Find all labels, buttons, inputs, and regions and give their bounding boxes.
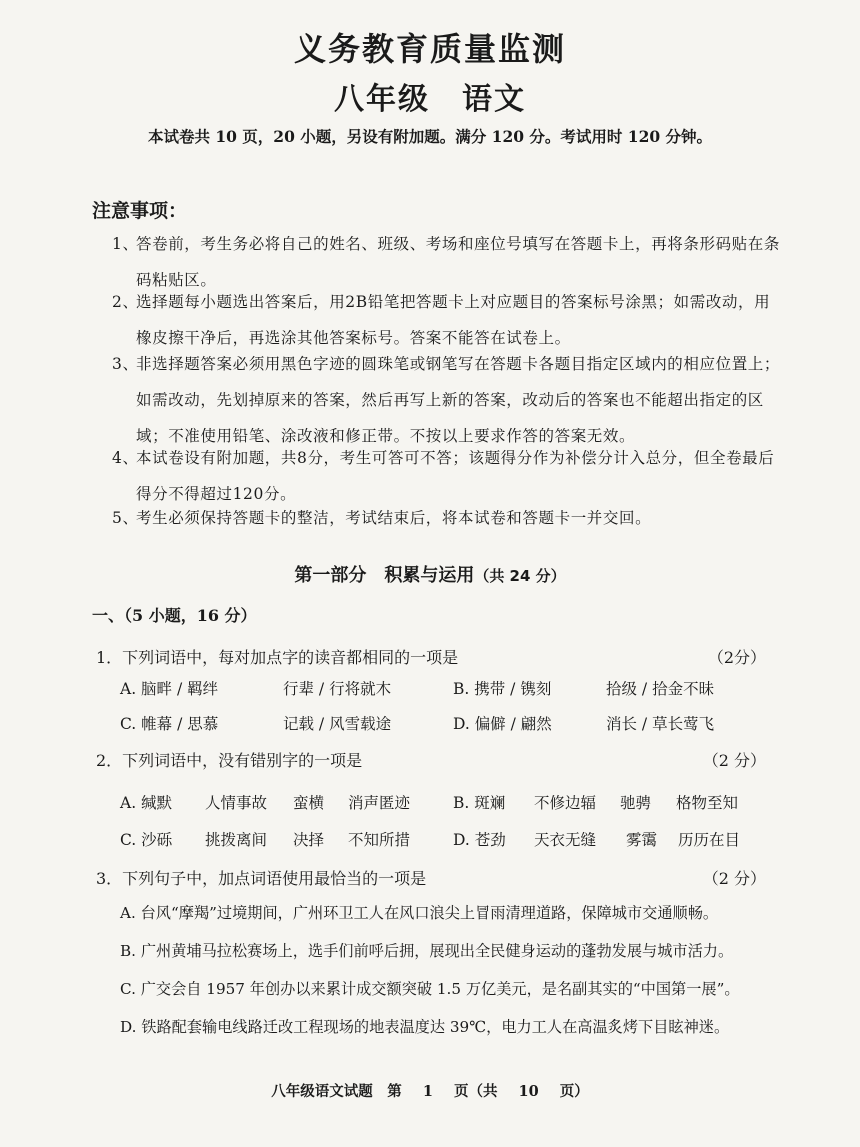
option-b-word: 不修边辐 <box>534 794 597 812</box>
option-c-word: 决择 <box>293 831 325 849</box>
page-footer: 八年级语文试题 第 1 页（共 10 页） <box>271 1083 589 1100</box>
option-a-word: A. 缄默 <box>120 794 173 812</box>
part-title: 第一部分 积累与运用 <box>294 565 475 586</box>
part-score: （共 24 分） <box>474 567 566 585</box>
option-a1: A. 脑畔 / 羁绊 <box>120 680 219 698</box>
part-heading <box>0 561 860 587</box>
option-d2: 消长 / 草长莺飞 <box>606 715 715 733</box>
option-c-word: C. 沙砾 <box>120 831 173 849</box>
option-c-word: 不知所措 <box>348 831 411 849</box>
notice-text: 考生必须保持答题卡的整洁，考试结束后，将本试卷和答题卡一并交回。 <box>136 509 652 527</box>
notice-item <box>112 346 786 454</box>
option-b-word: 驰骋 <box>620 794 652 812</box>
section-heading: 一、（5 小题，16 分） <box>92 606 257 625</box>
option-a-sentence: A. 台风“摩羯”过境期间，广州环卫工人在风口浪尖上冒雨清理道路，保障城市交通顺畅。 <box>120 904 719 922</box>
grade-subject: 八年级 语文 <box>334 82 526 117</box>
option-c-word: 挑拨离间 <box>205 831 268 849</box>
notice-text: 选择题每小题选出答案后，用2B铅笔把答题卡上对应题目的答案标号涂黑；如需改动，用橡皮擦干净后，再选涂其他答案标号。答案不能答在试卷上。 <box>136 293 771 347</box>
question-stem: 3．下列句子中，加点词语使用最恰当的一项是 <box>96 869 427 888</box>
notice-num: 4、 <box>112 449 139 467</box>
notice-num: 3、 <box>112 355 139 373</box>
notice-item <box>112 500 786 536</box>
option-b-word: 格物至知 <box>676 794 739 812</box>
option-d-word: D. 苍劲 <box>453 831 506 849</box>
exam-title: 义务教育质量监测 <box>293 30 566 68</box>
option-a-word: 人情事故 <box>205 794 268 812</box>
option-c2: 记载 / 风雪载途 <box>283 715 392 733</box>
option-b1: B. 携带 / 镌刻 <box>453 680 552 698</box>
question-stem: 2．下列词语中，没有错别字的一项是 <box>96 751 363 770</box>
notice-heading: 注意事项： <box>92 200 188 222</box>
notice-text: 答卷前，考生务必将自己的姓名、班级、考场和座位号填写在答题卡上，再将条形码贴在条码粘贴区。 <box>136 235 781 289</box>
notice-text: 非选择题答案必须用黑色字迹的圆珠笔或钢笔写在答题卡各题目指定区域内的相应位置上；如需改动，先划掉原来的答案，然后再写上新的答案，改动后的答案也不能超出指定的区域；不准使用铅笔、涂改液和修正带。不按以上要求作答的答案无效。 <box>136 355 781 445</box>
question-stem: 1．下列词语中，每对加点字的读音都相同的一项是 <box>96 648 459 667</box>
option-b2: 拾级 / 拾金不昧 <box>606 680 715 698</box>
option-d-word: 天衣无缝 <box>534 831 597 849</box>
question-score: （2 分） <box>702 869 766 888</box>
option-a-word: 消声匿迹 <box>348 794 411 812</box>
option-b-word: B. 斑斓 <box>453 794 506 812</box>
notice-num: 1、 <box>112 235 139 253</box>
exam-info: 本试卷共 10 页，20 小题，另设有附加题。满分 120 分。考试用时 120 分钟。 <box>147 127 713 146</box>
option-d-word: 历历在目 <box>678 831 741 849</box>
question-score: （2 分） <box>702 751 766 770</box>
option-b-sentence: B. 广州黄埔马拉松赛场上，选手们前呼后拥，展现出全民健身运动的蓬勃发展与城市活力。 <box>120 942 734 960</box>
option-d-sentence: D. 铁路配套输电线路迁改工程现场的地表温度达 39℃，电力工人在高温炙烤下目眩神迷。 <box>120 1018 730 1036</box>
option-a2: 行辈 / 行将就木 <box>283 680 392 698</box>
notice-text: 本试卷设有附加题，共8分，考生可答可不答；该题得分作为补偿分计入总分，但全卷最后得分不得超过120分。 <box>136 449 775 503</box>
option-c-sentence: C. 广交会自 1957 年创办以来累计成交额突破 1.5 万亿美元，是名副其实的“中国第一展”。 <box>120 980 740 998</box>
notice-num: 2、 <box>112 293 139 311</box>
notice-num: 5、 <box>112 509 139 527</box>
question-score: （2分） <box>707 648 766 667</box>
option-d-word: 雾霭 <box>626 831 658 849</box>
option-a-word: 蛮横 <box>293 794 325 812</box>
option-c1: C. 帷幕 / 思慕 <box>120 715 219 733</box>
option-d1: D. 偏僻 / 翩然 <box>453 715 552 733</box>
